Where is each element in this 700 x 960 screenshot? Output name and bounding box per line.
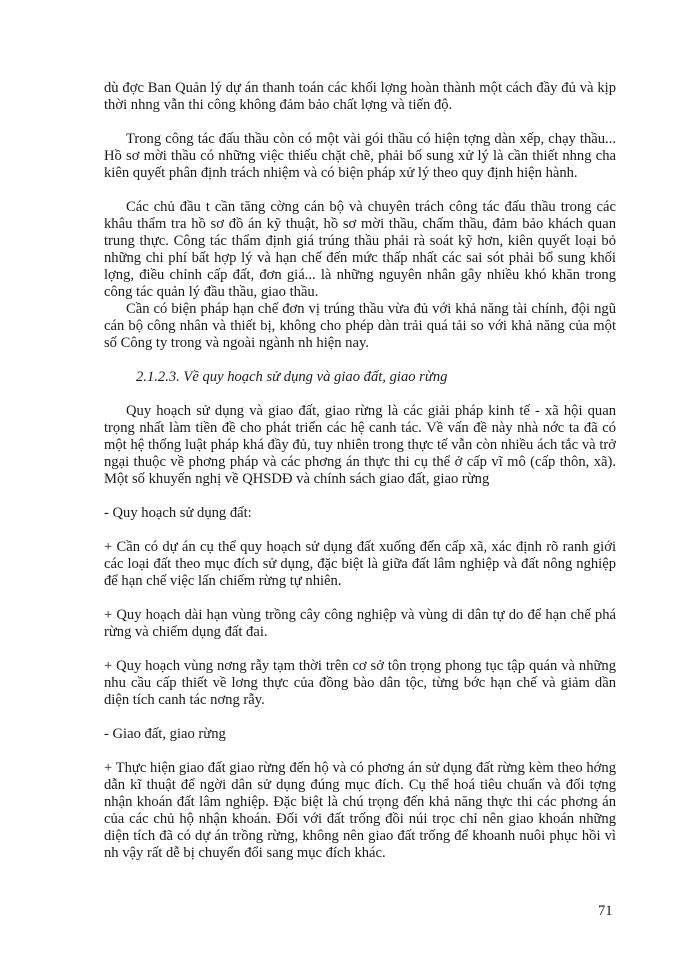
paragraph-continuation: dù đợc Ban Quản lý dự án thanh toán các khối lợng hoàn thành một cách đầy đủ và kịp thời nhng vẫn thi công không đảm bảo chất lợng và tiến độ. [104, 80, 616, 113]
paragraph-investors: Các chủ đầu t cần tăng cờng cán bộ và chuyên trách công tác đấu thầu trong các khâu thẩm tra hồ sơ đồ án kỹ thuật, hồ sơ mời thầu, chấm thầu, đảm bảo khách quan trung thực. Công tác thẩm định giá trúng thầu phải rà soát kỹ hơn, kiên quyết loại bỏ những chi phí bất hợp lý và hạn chế đến mức thấp nhất các sai sót phải bổ sung khối lợng, điều chỉnh cấp đất, đơn giá... là những nguyên nhân gây nhiều khó khăn trong công tác quản lý đầu thầu, giao thầu. [104, 199, 616, 300]
document-body [104, 80, 616, 862]
section-heading: 2.1.2.3. Về quy hoạch sử dụng và giao đất, giao rừng [136, 369, 448, 385]
paragraph-bidding: Trong công tác đấu thầu còn có một vài gói thầu có hiện tợng dàn xếp, chạy thầu... Hồ sơ mời thầu có những việc thiếu chặt chẽ, phải bổ sung xử lý là cần thiết nhng cha kiên quyết phân định trách nhiệm và có biện pháp xử lý theo quy định hiện hành. [104, 131, 616, 181]
page-number: 71 [598, 903, 613, 919]
paragraph-contractor-limits: Cần có biện pháp hạn chế đơn vị trúng thầu vừa đủ với khả năng tài chính, đội ngũ cán bộ công nhân và thiết bị, không cho phép dàn trải quá tải so với khả năng của một số Công ty trong và ngoài ngành nh hiện nay. [104, 301, 616, 351]
paragraph-land-planning: Quy hoạch sử dụng và giao đất, giao rừng là các giải pháp kinh tế - xã hội quan trọng nhất làm tiền đề cho phát triển các hệ canh tác. Về vấn đề này nhà nớc ta đã có một hệ thống luật pháp khá đầy đủ, tuy nhiên trong thực tế vẫn còn nhiều ách tắc và trở ngại thuộc về phơng pháp và các phơng án thực thi cụ thể ở cấp vĩ mô (cấp thôn, xã). Một số khuyến nghị về QHSDĐ và chính sách giao đất, giao rừng [104, 403, 616, 487]
subheading-land-allocation: - Giao đất, giao rừng [104, 726, 226, 742]
bullet-long-term-planning: + Quy hoạch dài hạn vùng trồng cây công nghiệp và vùng di dân tự do để hạn chế phá rừng và chiếm dụng đất đai. [104, 607, 616, 640]
bullet-shifting-cultivation: + Quy hoạch vùng nơng rẫy tạm thời trên cơ sở tôn trọng phong tục tập quán và những nhu cầu cấp thiết về lơng thực của đồng bào dân tộc, từng bớc hạn chế và giảm dần diện tích canh tác nơng rẫy. [104, 658, 616, 708]
subheading-land-use: - Quy hoạch sử dụng đất: [104, 505, 252, 521]
bullet-household-allocation: + Thực hiện giao đất giao rừng đến hộ và có phơng án sử dụng đất rừng kèm theo hớng dẫn kĩ thuật để ngời dân sử dụng đúng mục đích. Cụ thể hoá tiêu chuẩn và đối tợng nhận khoán đất lâm nghiệp. Đặc biệt là chú trọng đến khả năng thực thi các phơng án của các chủ hộ nhận khoán. Đối với đất trống đồi núi trọc chỉ nên giao khoán những diện tích đã có dự án trồng rừng, không nên giao đất trống để khoanh nuôi phục hồi vì nh vậy rất dễ bị chuyển đổi sang mục đích khác. [104, 760, 616, 861]
bullet-project-planning: + Cần có dự án cụ thể quy hoạch sử dụng đất xuống đến cấp xã, xác định rõ ranh giới các loại đất theo mục đích sử dụng, đặc biệt là giữa đất lâm nghiệp và đất nông nghiệp để hạn chế việc lấn chiếm rừng tự nhiên. [104, 539, 616, 589]
